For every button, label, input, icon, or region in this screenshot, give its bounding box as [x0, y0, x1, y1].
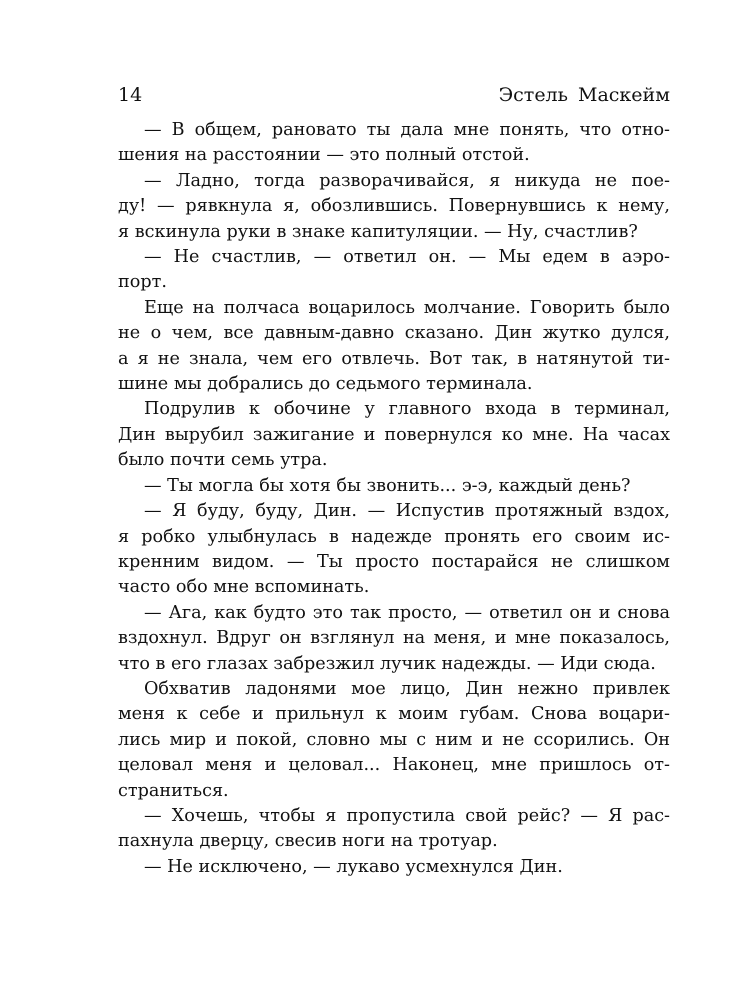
paragraph [118, 169, 670, 245]
text-line: — Не счастлив, — ответил он. — Мы едем в аэро- [144, 247, 670, 268]
text-line: — Ты могла бы хотя бы звонить... э-э, каждый день? [144, 475, 631, 496]
text-line: ду! — рявкнула я, обозлившись. Повернувшись к нему, [118, 196, 670, 217]
page-header [118, 84, 670, 118]
paragraph [118, 296, 670, 398]
text-line: — Ага, как будто это так просто, — ответил он и снова [144, 602, 670, 623]
book-page [118, 84, 670, 880]
text-line: — Хочешь, чтобы я пропустила свой рейс? — Я рас- [144, 805, 670, 826]
paragraph [118, 474, 670, 499]
text-line: Дин вырубил зажигание и повернулся ко мне. На часах [118, 424, 670, 445]
text-line: порт. [118, 272, 167, 293]
text-line: шине мы добрались до седьмого терминала. [118, 374, 533, 395]
text-line: было почти семь утра. [118, 450, 328, 471]
text-line: — В общем, рановато ты дала мне понять, что отно- [144, 120, 670, 140]
text-line: часто обо мне вспоминать. [118, 577, 370, 598]
paragraph [118, 677, 670, 804]
paragraph [118, 601, 670, 677]
text-line: меня к себе и прильнул к моим губам. Снова воцари- [118, 704, 670, 725]
paragraph [118, 118, 670, 169]
paragraph [118, 804, 670, 855]
text-line: — Не исключено, — лукаво усмехнулся Дин. [144, 856, 563, 877]
paragraph [118, 499, 670, 601]
text-line: я робко улыбнулась в надежде пронять его своим ис- [118, 526, 670, 547]
text-line: — Ладно, тогда разворачивайся, я никуда не пое- [144, 170, 670, 191]
text-line: а я не знала, чем его отвлечь. Вот так, в натянутой ти- [118, 348, 670, 369]
text-line: Обхватив ладонями мое лицо, Дин нежно привлек [144, 678, 670, 699]
paragraph [118, 245, 670, 296]
text-line: лись мир и покой, словно мы с ним и не ссорились. Он [118, 729, 670, 750]
text-line: не о чем, все давным-давно сказано. Дин жутко дулся, [118, 323, 670, 344]
text-line: вздохнул. Вдруг он взглянул на меня, и мне показалось, [118, 628, 670, 649]
body-text [118, 118, 670, 880]
page-number: 14 [118, 84, 143, 106]
text-line: — Я буду, буду, Дин. — Испустив протяжный вздох, [144, 501, 670, 522]
text-line: Подрулив к обочине у главного входа в терминал, [144, 399, 670, 420]
text-line: пахнула дверцу, свесив ноги на тротуар. [118, 831, 498, 852]
text-line: шения на расстоянии — это полный отстой. [118, 145, 530, 166]
running-title: Эстель Маскейм [498, 84, 670, 106]
text-line: страниться. [118, 780, 229, 801]
paragraph [118, 855, 670, 880]
text-line: целовал меня и целовал... Наконец, мне пришлось от- [118, 755, 670, 776]
text-line: Еще на полчаса воцарилось молчание. Говорить было [144, 297, 670, 318]
paragraph [118, 397, 670, 473]
text-line: я вскинула руки в знаке капитуляции. — Ну, счастлив? [118, 221, 638, 242]
text-line: что в его глазах забрезжил лучик надежды. — Иди сюда. [118, 653, 656, 674]
text-line: кренним видом. — Ты просто постарайся не слишком [118, 551, 670, 572]
